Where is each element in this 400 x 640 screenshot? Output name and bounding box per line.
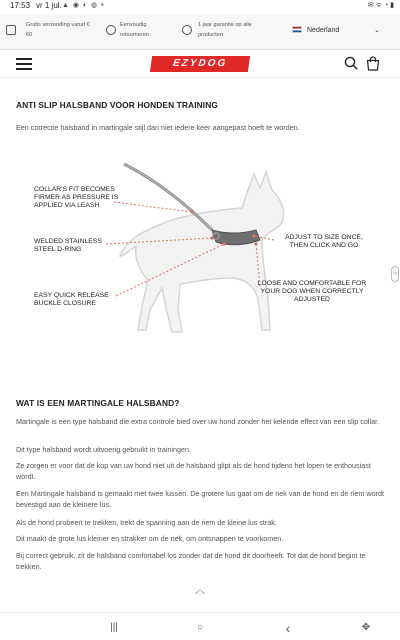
- callout-fit: COLLAR'S FIT BECOMES FIRMER AS PRESSURE IS APPLIED VIA LEASH: [34, 186, 119, 209]
- promo-returns: Eenvoudig retourneren: [120, 22, 149, 38]
- status-date: vr 1 jul.: [36, 1, 62, 10]
- language-selector[interactable]: [292, 26, 380, 34]
- paragraph-5: Als de hond probeert te trekken, trekt de spanning aan de riem de kleine lus strak.: [16, 518, 277, 527]
- check-icon: [182, 25, 192, 35]
- paragraph-1: Martingale is een type halsband die extra controle bied over uw hond zonder het kelende effect van een slip collar.: [16, 417, 380, 426]
- accessibility-icon[interactable]: ✥: [361, 622, 371, 633]
- paragraph-3: Ze zorgen er voor dat de kop van uw hond niet uit de halsband glipt als de hond tijdens het lopen te enthousiast wordt.: [16, 461, 371, 481]
- scroll-to-top-icon[interactable]: ︿: [195, 585, 205, 596]
- paragraph-2: Dit type halsband wordt uitvoerig gebruikt in trainingen.: [16, 445, 191, 454]
- scroll-handle[interactable]: ‹›: [391, 266, 399, 282]
- menu-icon[interactable]: [16, 58, 32, 70]
- paragraph-7: Bij correct gebruik, zit de halsband comfortabel los zonder dat de hond dit doorheeft. Tot dat de hond begint te trekken.: [16, 551, 366, 571]
- language-label: Nederland: [307, 27, 340, 34]
- system-icons: ✉ ᯤ ◔ ▮: [367, 2, 394, 9]
- truck-icon: [6, 25, 16, 35]
- paragraph-6: Dit maakt de grote lus kleiner en strakker om de nek, om ontsnappen te voorkomen.: [16, 534, 284, 543]
- recents-icon[interactable]: |||: [110, 622, 118, 633]
- promo-warranty: 1 jaar garantie op alle producten: [198, 22, 252, 38]
- section-title-martingale: WAT IS EEN MARTINGALE HALSBAND?: [16, 398, 180, 408]
- search-icon[interactable]: [344, 56, 358, 70]
- back-icon[interactable]: ‹: [285, 620, 291, 636]
- intro-text: Een correctie halsband in martingale stijl dan niet iedere keer aangepast hoeft te worden.: [16, 123, 300, 132]
- promo-bar: [0, 14, 400, 50]
- return-icon: [106, 25, 116, 35]
- ezydog-logo[interactable]: EZYDOG: [150, 56, 250, 72]
- notification-icons: ▲ ◉ ◐ ◍ •: [62, 2, 105, 9]
- callout-ring: WELDED STAINLESS STEEL D-RING: [34, 238, 102, 253]
- callout-buckle: EASY QUICK RELEASE BUCKLE CLOSURE: [34, 292, 109, 307]
- collar-illustration: [16, 160, 384, 350]
- page-title: ANTI SLIP HALSBAND VOOR HONDEN TRAINING: [16, 100, 218, 110]
- flag-nl-icon: [292, 26, 302, 33]
- home-icon[interactable]: ○: [196, 622, 204, 633]
- promo-free-shipping: Gratis verzending vanaf € 60: [26, 22, 90, 38]
- system-nav-bar: [0, 616, 400, 640]
- cart-icon[interactable]: [366, 56, 380, 71]
- chevron-down-icon: ⌄: [374, 27, 380, 34]
- status-bar: [0, 0, 400, 12]
- status-time: 17:53: [10, 1, 31, 10]
- site-header: [0, 52, 400, 78]
- callout-loose: LOOSE AND COMFORTABLE FOR YOUR DOG WHEN CORRECTLY ADJUSTED: [257, 280, 367, 303]
- paragraph-4: Een Martingale halsband is gemaakt met twee lussen. De grotere lus gaat om de nek van de hond en de riem wordt bevestigd aan de kleinere lus.: [16, 489, 384, 509]
- divider: [0, 612, 400, 613]
- callout-adjust: ADJUST TO SIZE ONCE, THEN CLICK AND GO: [285, 234, 363, 249]
